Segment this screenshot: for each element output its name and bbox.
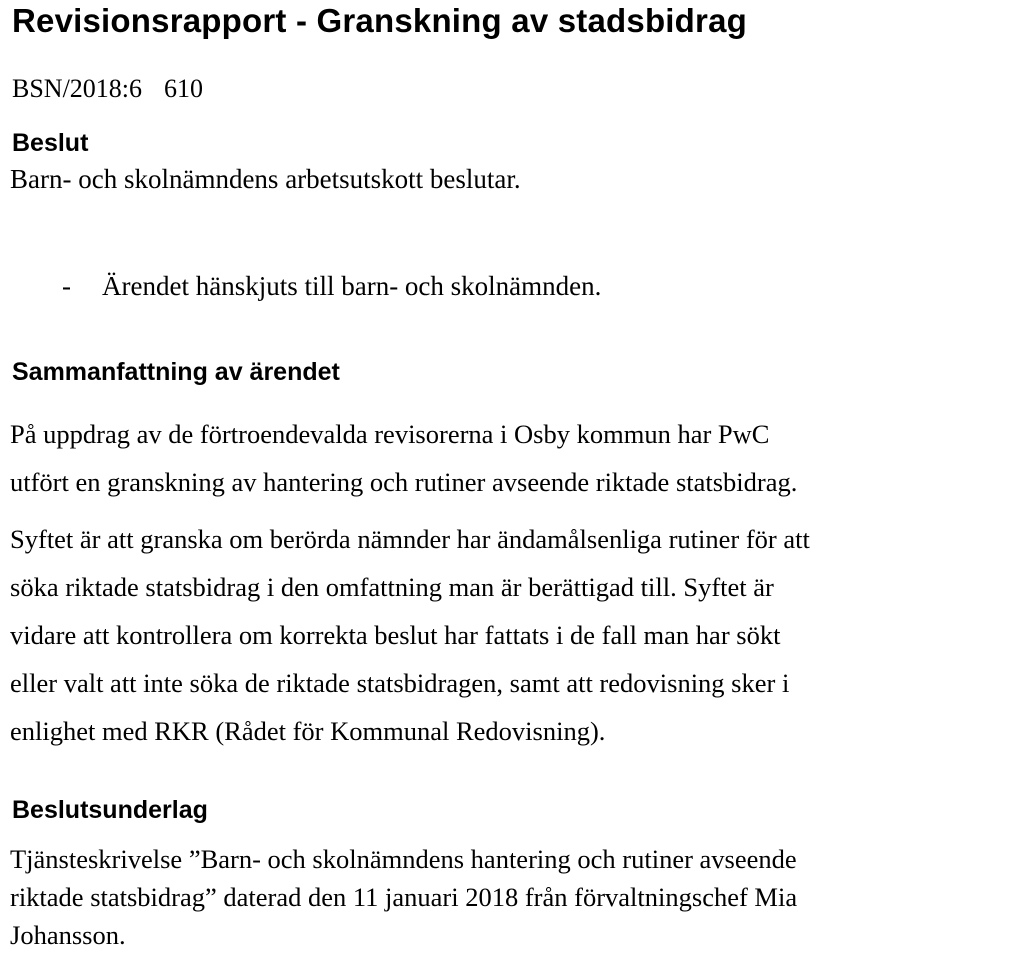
sammanfattning-paragraph-1 (10, 410, 797, 506)
beslut-text: Barn- och skolnämndens arbetsutskott beslutar. (10, 164, 521, 194)
list-dash: - (62, 271, 71, 301)
document-title: Revisionsrapport - Granskning av stadsbidrag (12, 2, 747, 39)
beslut-heading: Beslut (12, 129, 89, 157)
case-reference-code: BSN/2018:6 (12, 74, 143, 103)
paragraph-line: eller valt att inte söka de riktade statsbidragen, samt att redovisning sker i (10, 668, 790, 698)
beslutsunderlag-heading: Beslutsunderlag (12, 796, 208, 824)
paragraph-line: Johansson. (10, 920, 126, 950)
paragraph-line: Tjänsteskrivelse ”Barn- och skolnämndens hantering och rutiner avseende (10, 844, 797, 874)
paragraph-line: riktade statsbidrag” daterad den 11 januari 2018 från förvaltningschef Mia (10, 882, 798, 912)
beslutsunderlag-paragraph (10, 840, 797, 954)
paragraph-line: utfört en granskning av hantering och rutiner avseende riktade statsbidrag. (10, 467, 798, 497)
paragraph-line: söka riktade statsbidrag i den omfattning man är berättigad till. Syftet är (10, 572, 774, 602)
beslut-list-item (62, 271, 601, 302)
case-reference (12, 74, 203, 104)
sammanfattning-paragraph-2 (10, 515, 810, 755)
paragraph-line: vidare att kontrollera om korrekta beslut har fattats i de fall man har sökt (10, 620, 781, 650)
paragraph-line: Syftet är att granska om berörda nämnder har ändamålsenliga rutiner för att (10, 524, 810, 554)
paragraph-line: På uppdrag av de förtroendevalda revisorerna i Osby kommun har PwC (10, 419, 770, 449)
paragraph-line: enlighet med RKR (Rådet för Kommunal Redovisning). (10, 716, 606, 746)
case-reference-number: 610 (164, 74, 204, 103)
beslut-list-item-text: Ärendet hänskjuts till barn- och skolnämnden. (102, 271, 602, 301)
sammanfattning-heading: Sammanfattning av ärendet (12, 358, 340, 386)
